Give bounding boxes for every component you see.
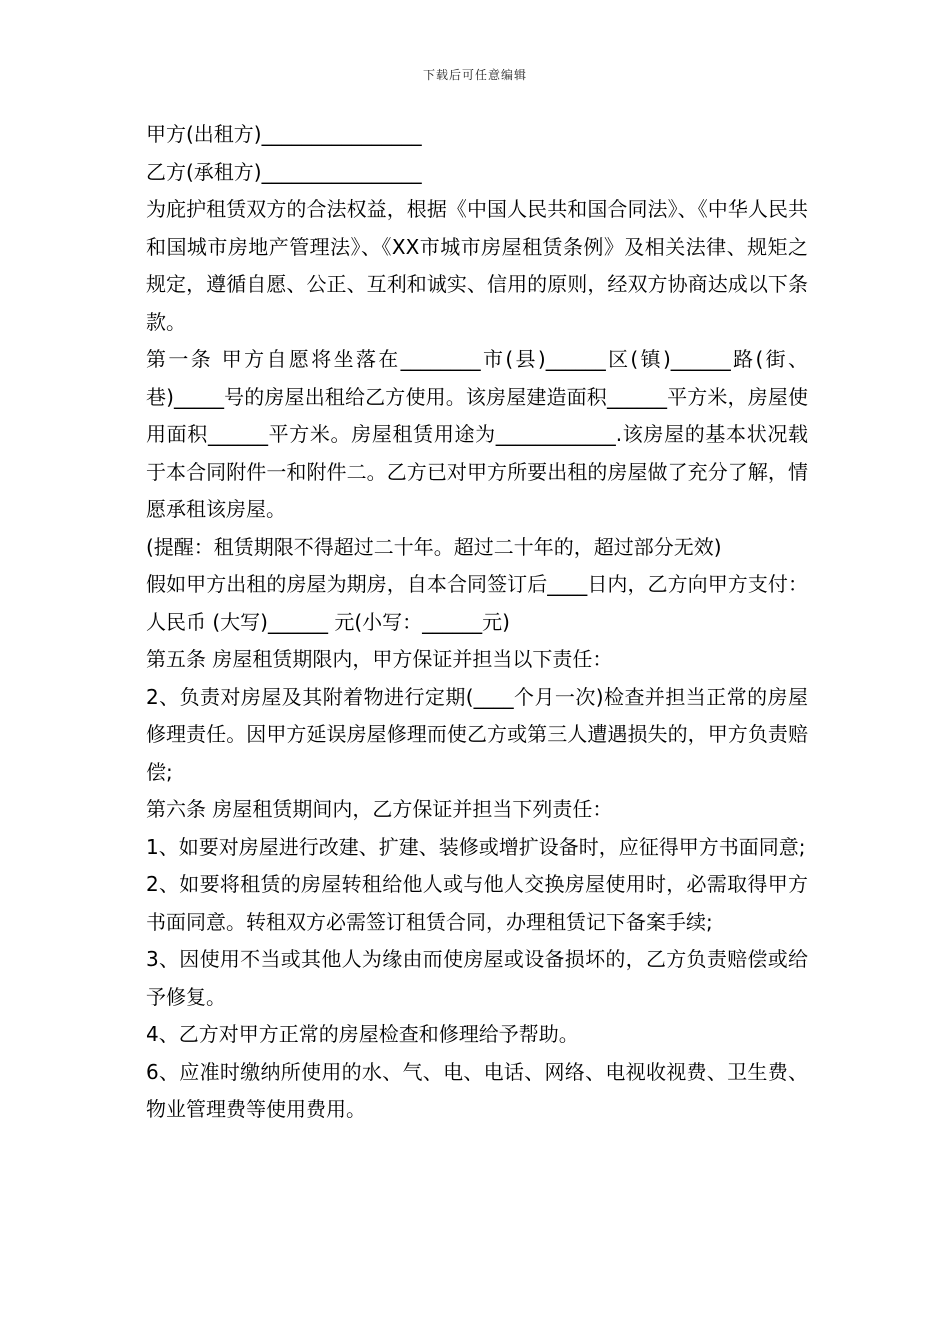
article-6-item-1: 1、如要对房屋进行改建、扩建、装修或增扩设备时，应征得甲方书面同意; [146,834,806,859]
party-b-line: 乙方(承租方)________________ [146,159,422,184]
article-6-heading: 第六条 房屋租赁期间内，乙方保证并担当下列责任： [146,797,613,821]
article-6-item-6: 6、应准时缴纳所使用的水、气、电、电话、网络、电视收视费、卫生费、物业管理费等使用费用。 [146,1059,808,1121]
article-5-item-2: 2、负责对房屋及其附着物进行定期(____个月一次)检查并担当正常的房屋修理责任。因甲方延误房屋修理而使乙方或第三人遭遇损失的，甲方负责赔偿; [146,684,808,784]
article-5-heading: 第五条 房屋租赁期限内，甲方保证并担当以下责任： [146,647,613,671]
contract-body [146,116,808,1129]
payment-paragraph: 假如甲方出租的房屋为期房，自本合同签订后____日内，乙方向甲方支付：人民币 (大写)______ 元(小写：______元) [146,572,808,634]
article-6-item-3: 3、因使用不当或其他人为缘由而使房屋或设备损坏的，乙方负责赔偿或给予修复。 [146,947,808,1009]
page-header: 下载后可任意编辑 [422,68,527,82]
party-a-line: 甲方(出租方)________________ [146,122,422,146]
article-6-item-4: 4、乙方对甲方正常的房屋检查和修理给予帮助。 [146,1022,579,1046]
preamble-paragraph: 为庇护租赁双方的合法权益，根据《中国人民共和国合同法》、《中华人民共和国城市房地产管理法》、《XX市城市房屋租赁条例》及相关法律、规矩之规定，遵循自愿、公正、互利和诚实、信用的原则，经双方协商达成以下条款。 [146,197,808,334]
article-1-paragraph: 第一条 甲方自愿将坐落在________市(县)______区(镇)______路(街、巷)_____号的房屋出租给乙方使用。该房屋建造面积______平方米，房屋使用面积______平方米。房屋租赁用途为____________.该房屋的基本状况载于本合同附件一和附件二。乙方已对甲方所要出租的房屋做了充分了解，情愿承租该房屋。 [146,347,808,521]
lease-term-reminder: (提醒：租赁期限不得超过二十年。超过二十年的，超过部分无效) [146,534,722,559]
article-6-item-2: 2、如要将租赁的房屋转租给他人或与他人交换房屋使用时，必需取得甲方书面同意。转租双方必需签订租赁合同，办理租赁记下备案手续; [146,872,808,934]
